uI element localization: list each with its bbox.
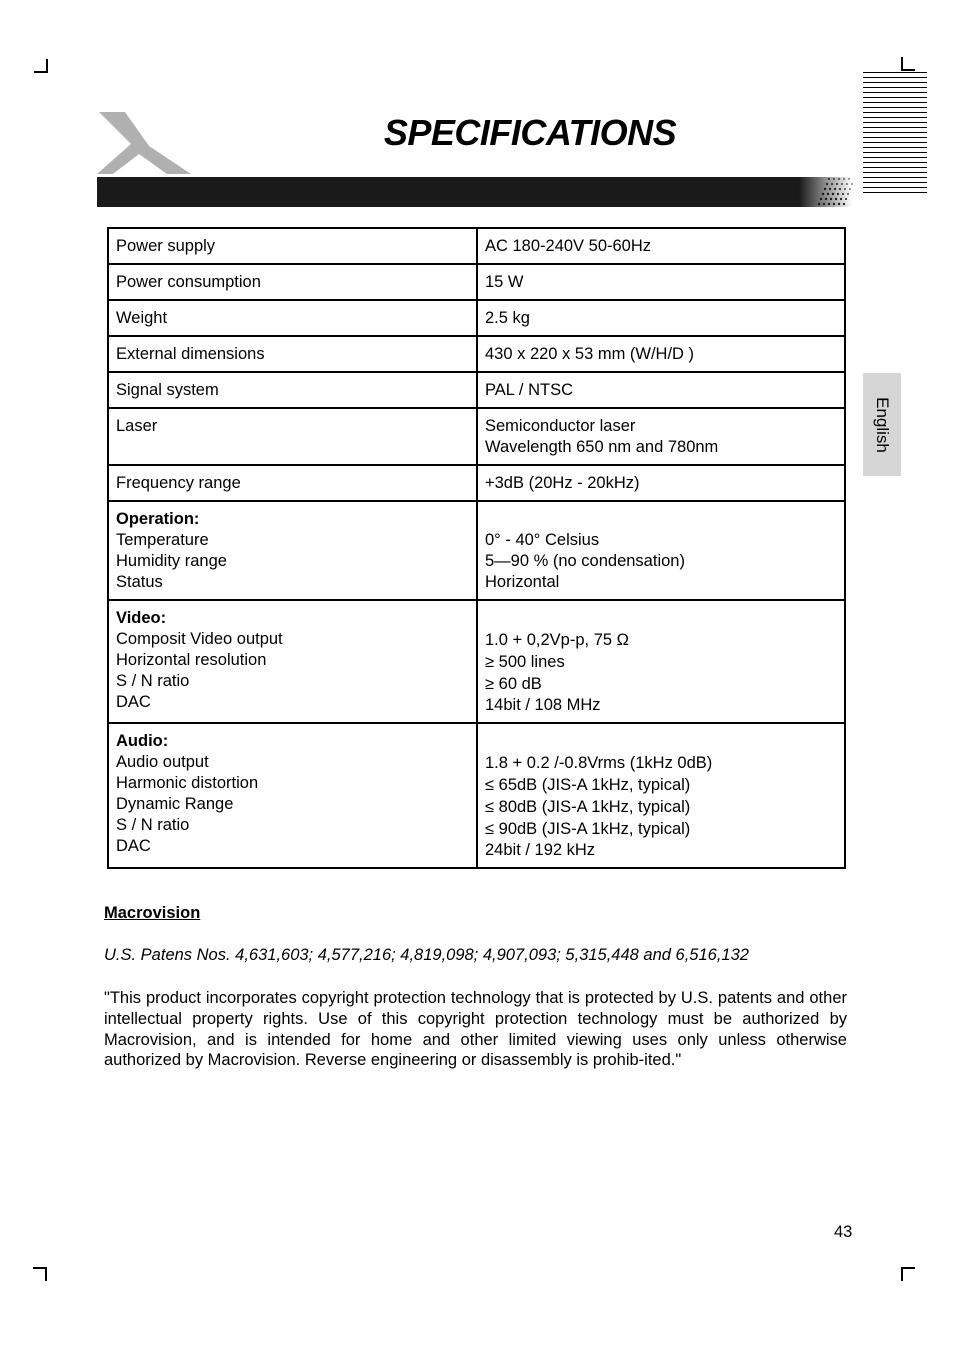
crop-mark-top-left xyxy=(34,59,48,73)
header-band-dot-pattern xyxy=(816,177,854,207)
spec-value-line: Wavelength 650 nm and 780nm xyxy=(485,438,719,456)
table-row xyxy=(108,228,845,264)
spec-label-group xyxy=(108,723,477,868)
table-row xyxy=(108,372,845,408)
spec-value: ≥ 500 lines xyxy=(485,653,565,671)
spec-value: +3dB (20Hz - 20kHz) xyxy=(477,465,845,501)
spec-label: Horizontal resolution xyxy=(116,651,267,669)
spec-label: Signal system xyxy=(108,372,477,408)
page-number: 43 xyxy=(834,1223,853,1241)
spec-label: External dimensions xyxy=(108,336,477,372)
spec-value: PAL / NTSC xyxy=(477,372,845,408)
spec-label: Dynamic Range xyxy=(116,795,234,813)
spec-label-group xyxy=(108,600,477,723)
section-heading-operation: Operation: xyxy=(116,510,200,528)
spec-value: 0° - 40° Celsius xyxy=(485,531,600,549)
spec-label: Composit Video output xyxy=(116,630,283,648)
section-heading-video: Video: xyxy=(116,609,167,627)
crop-mark-bottom-right xyxy=(901,1267,915,1281)
crop-mark-top-right xyxy=(901,57,915,71)
spec-label: Laser xyxy=(108,408,477,465)
spec-value: 1.0 + 0,2Vp-p, 75 Ω xyxy=(485,631,629,649)
copyright-notice: "This product incorporates copyright protection technology that is protected by U.S. patents and other intellectual property rights. Use of this copyright protection technology must be authorized by Macrovision, and is intended for home and other limited viewing uses only unless otherwise authorized by Macrovision. Reverse engineering or disassembly is prohib-ited." xyxy=(104,989,847,1070)
table-row xyxy=(108,300,845,336)
spec-value-group xyxy=(477,723,845,868)
macrovision-heading: Macrovision xyxy=(104,904,201,922)
spec-label: S / N ratio xyxy=(116,816,190,834)
crop-mark-bottom-left xyxy=(33,1267,47,1281)
spec-value: 15 W xyxy=(477,264,845,300)
language-tab xyxy=(863,373,901,476)
table-row xyxy=(108,264,845,300)
spec-value: ≥ 60 dB xyxy=(485,675,542,693)
spec-value: 5—90 % (no condensation) xyxy=(485,552,685,570)
spec-value: ≤ 80dB (JIS-A 1kHz, typical) xyxy=(485,798,691,816)
table-row xyxy=(108,336,845,372)
table-row xyxy=(108,408,845,465)
spec-value: Horizontal xyxy=(485,573,560,591)
spec-label: DAC xyxy=(116,693,151,711)
page-title: SPECIFICATIONS xyxy=(383,112,677,153)
spec-label: Audio output xyxy=(116,753,209,771)
specifications-table xyxy=(107,227,846,869)
spec-value xyxy=(477,408,845,465)
spec-label: Humidity range xyxy=(116,552,227,570)
spec-value-group xyxy=(477,501,845,600)
spec-label: Power supply xyxy=(108,228,477,264)
spec-label: Status xyxy=(116,573,163,591)
spec-label: Temperature xyxy=(116,531,209,549)
patent-numbers: U.S. Patens Nos. 4,631,603; 4,577,216; 4,819,098; 4,907,093; 5,315,448 and 6,516,132 xyxy=(104,946,749,964)
spec-value: 14bit / 108 MHz xyxy=(485,696,601,714)
spec-label: Power consumption xyxy=(108,264,477,300)
table-row-video xyxy=(108,600,845,723)
spec-value: ≤ 65dB (JIS-A 1kHz, typical) xyxy=(485,776,691,794)
spec-label: DAC xyxy=(116,837,151,855)
spec-value: 24bit / 192 kHz xyxy=(485,841,596,859)
table-row-operation xyxy=(108,501,845,600)
spec-label: Harmonic distortion xyxy=(116,774,259,792)
edge-rule-lines xyxy=(863,72,927,197)
table-row xyxy=(108,465,845,501)
spec-label: Weight xyxy=(108,300,477,336)
table-row-audio xyxy=(108,723,845,868)
spec-value: ≤ 90dB (JIS-A 1kHz, typical) xyxy=(485,820,691,838)
spec-label: Frequency range xyxy=(108,465,477,501)
header-band xyxy=(97,177,852,207)
spec-value: AC 180-240V 50-60Hz xyxy=(477,228,845,264)
spec-label-group xyxy=(108,501,477,600)
spec-label: S / N ratio xyxy=(116,672,190,690)
language-tab-label: English xyxy=(873,396,892,453)
brand-x-logo xyxy=(95,110,195,176)
spec-value-line: Semiconductor laser xyxy=(485,417,636,435)
spec-value-group xyxy=(477,600,845,723)
spec-value: 1.8 + 0.2 /-0.8Vrms (1kHz 0dB) xyxy=(485,754,713,772)
section-heading-audio: Audio: xyxy=(116,732,169,750)
spec-value: 430 x 220 x 53 mm (W/H/D ) xyxy=(477,336,845,372)
spec-value: 2.5 kg xyxy=(477,300,845,336)
